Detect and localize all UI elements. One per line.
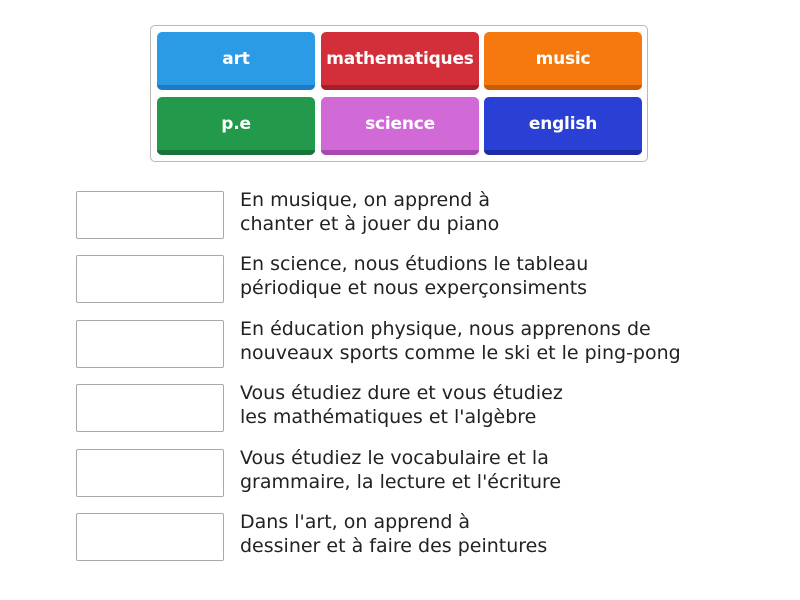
question-line-1: En éducation physique, nous apprenons de [240, 318, 651, 340]
question-row [76, 320, 776, 370]
tile-shadow [321, 85, 479, 90]
word-bank [150, 25, 648, 162]
question-text [240, 188, 760, 236]
answer-drop-zone[interactable] [76, 255, 224, 303]
tile-shadow [484, 150, 642, 155]
tile-pe[interactable] [157, 97, 315, 155]
question-line-2: grammaire, la lecture et l'écriture [240, 471, 562, 493]
question-line-2: dessiner et à faire des peintures [240, 535, 548, 557]
question-line-1: Vous étudiez le vocabulaire et la [240, 447, 549, 469]
tile-shadow [157, 150, 315, 155]
question-line-2: les mathématiques et l'algèbre [240, 406, 537, 428]
tile-shadow [321, 150, 479, 155]
tile-label: art [222, 49, 250, 69]
question-row [76, 384, 776, 434]
question-text [240, 317, 760, 365]
question-text [240, 252, 760, 300]
tile-shadow [484, 85, 642, 90]
answer-drop-zone[interactable] [76, 320, 224, 368]
answer-drop-zone[interactable] [76, 384, 224, 432]
answer-drop-zone[interactable] [76, 513, 224, 561]
question-line-2: périodique et nous experçonsiments [240, 277, 588, 299]
tile-mathematiques[interactable] [321, 32, 479, 90]
tile-shadow [157, 85, 315, 90]
tile-music[interactable] [484, 32, 642, 90]
question-text [240, 381, 760, 429]
tile-label: p.e [221, 114, 251, 134]
question-row [76, 191, 776, 241]
question-line-1: Dans l'art, on apprend à [240, 511, 471, 533]
question-text [240, 446, 760, 494]
question-row [76, 255, 776, 305]
question-text [240, 510, 760, 558]
question-line-2: chanter et à jouer du piano [240, 213, 500, 235]
question-line-2: nouveaux sports comme le ski et le ping-pong [240, 342, 681, 364]
question-row [76, 449, 776, 499]
tile-science[interactable] [321, 97, 479, 155]
question-line-1: En musique, on apprend à [240, 189, 491, 211]
answer-drop-zone[interactable] [76, 449, 224, 497]
answer-drop-zone[interactable] [76, 191, 224, 239]
tile-label: science [365, 114, 435, 134]
question-line-1: Vous étudiez dure et vous étudiez [240, 382, 563, 404]
tile-label: mathematiques [326, 49, 474, 69]
question-line-1: En science, nous étudions le tableau [240, 253, 589, 275]
tile-english[interactable] [484, 97, 642, 155]
question-row [76, 513, 776, 563]
tile-label: english [528, 114, 598, 134]
tile-label: music [535, 49, 591, 69]
tile-art[interactable] [157, 32, 315, 90]
